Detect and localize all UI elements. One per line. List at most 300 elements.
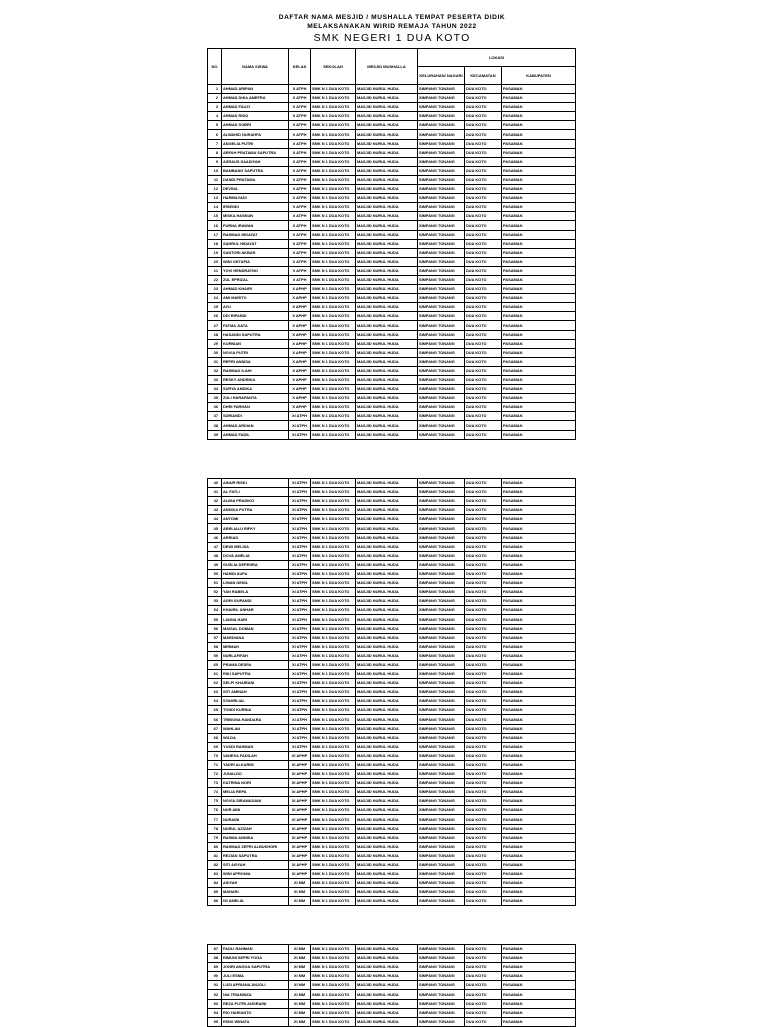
class-cell: XI APHP [289,842,311,851]
kecamatan-cell: DUA KOTO [465,760,502,769]
mosque-cell: MASJID NURUL HUDA [356,788,418,797]
kabupaten-cell: PASAMAN [502,860,576,869]
document-title-line2: MELAKSANAKAN WIRID REMAJA TAHUN 2022 [307,23,477,30]
mosque-cell: MASJID NURUL HUDA [356,257,418,266]
school-cell: SMK N 1 DUA KOTO [311,275,356,284]
class-cell: XI APHP [289,833,311,842]
mosque-cell: MASJID NURUL HUDA [356,166,418,175]
table-row [208,185,576,194]
student-name: ANTOMI [222,515,289,524]
student-name: HARMILYADI [222,194,289,203]
student-name: ALIMA PRADIKO [222,497,289,506]
student-name: AMI MARITO [222,294,289,303]
mosque-cell: MASJID NURUL HUDA [356,479,418,488]
kecamatan-cell: DUA KOTO [465,230,502,239]
school-cell: SMK N 1 DUA KOTO [311,94,356,103]
class-cell: X ATPH [289,166,311,175]
nagari-cell: SIMPANG TONANG [418,230,465,239]
school-cell: SMK N 1 DUA KOTO [311,742,356,751]
class-cell: X ATPH [289,130,311,139]
class-cell: XI ATPH [289,679,311,688]
mosque-cell: MASJID NURUL HUDA [356,751,418,760]
school-cell: SMK N 1 DUA KOTO [311,339,356,348]
student-name: YAN RABELA [222,588,289,597]
student-name: JONRI ANGGA SAPUTRA [222,963,289,972]
school-cell: SMK N 1 DUA KOTO [311,166,356,175]
kecamatan-cell: DUA KOTO [465,312,502,321]
school-cell: SMK N 1 DUA KOTO [311,121,356,130]
school-cell: SMK N 1 DUA KOTO [311,797,356,806]
kecamatan-cell: DUA KOTO [465,357,502,366]
table-row [208,972,576,981]
table-row [208,842,576,851]
kecamatan-cell: DUA KOTO [465,239,502,248]
kecamatan-cell: DUA KOTO [465,285,502,294]
row-number: 66 [208,715,222,724]
row-number: 41 [208,488,222,497]
mosque-cell: MASJID NURUL HUDA [356,606,418,615]
class-cell: X APHP [289,385,311,394]
student-name: DEVINA [222,185,289,194]
kabupaten-cell: PASAMAN [502,130,576,139]
kabupaten-cell: PASAMAN [502,588,576,597]
table-row [208,669,576,678]
kabupaten-cell: PASAMAN [502,121,576,130]
kecamatan-cell: DUA KOTO [465,842,502,851]
table-row [208,633,576,642]
school-cell: SMK N 1 DUA KOTO [311,221,356,230]
kecamatan-cell: DUA KOTO [465,588,502,597]
table-row [208,597,576,606]
mosque-cell: MASJID NURUL HUDA [356,615,418,624]
nagari-cell: SIMPANG TONANG [418,479,465,488]
row-number: 46 [208,533,222,542]
student-name: AHMAD ARIPAN [222,85,289,94]
row-number: 15 [208,212,222,221]
mosque-cell: MASJID NURUL HUDA [356,357,418,366]
row-number: 21 [208,266,222,275]
mosque-cell: MASJID NURUL HUDA [356,403,418,412]
kabupaten-cell: PASAMAN [502,833,576,842]
table-row [208,888,576,897]
class-cell: X APHP [289,339,311,348]
student-name: VANESA FADILAH [222,751,289,760]
class-cell: XI MM [289,990,311,999]
table-row [208,94,576,103]
kabupaten-cell: PASAMAN [502,879,576,888]
mosque-cell: MASJID NURUL HUDA [356,103,418,112]
class-cell: XI MM [289,1017,311,1026]
mosque-cell: MASJID NURUL HUDA [356,842,418,851]
kabupaten-cell: PASAMAN [502,633,576,642]
kabupaten-cell: PASAMAN [502,642,576,651]
nagari-cell: SIMPANG TONANG [418,103,465,112]
class-cell: XI MM [289,954,311,963]
student-name: LIMAN DENIL [222,579,289,588]
mosque-cell: MASJID NURUL HUDA [356,824,418,833]
row-number: 13 [208,194,222,203]
kecamatan-cell: DUA KOTO [465,751,502,760]
kecamatan-cell: DUA KOTO [465,742,502,751]
nagari-cell: SIMPANG TONANG [418,139,465,148]
row-number: 90 [208,972,222,981]
row-number: 31 [208,357,222,366]
class-cell: X APHP [289,394,311,403]
table-row [208,239,576,248]
class-cell: X APHP [289,366,311,375]
kabupaten-cell: PASAMAN [502,157,576,166]
class-cell: XI ATPH [289,733,311,742]
student-name: SITI AMINAH [222,688,289,697]
student-name: SANTORI AKBAR [222,248,289,257]
mosque-cell: MASJID NURUL HUDA [356,806,418,815]
kabupaten-cell: PASAMAN [502,257,576,266]
nagari-cell: SIMPANG TONANG [418,303,465,312]
nagari-cell: SIMPANG TONANG [418,248,465,257]
kabupaten-cell: PASAMAN [502,330,576,339]
kecamatan-cell: DUA KOTO [465,851,502,860]
row-number: 95 [208,1017,222,1026]
row-number: 62 [208,679,222,688]
mosque-cell: MASJID NURUL HUDA [356,1017,418,1026]
table-row [208,139,576,148]
table-row [208,157,576,166]
mosque-cell: MASJID NURUL HUDA [356,669,418,678]
mosque-cell: MASJID NURUL HUDA [356,221,418,230]
row-number: 75 [208,797,222,806]
class-cell: X APHP [289,376,311,385]
kabupaten-cell: PASAMAN [502,806,576,815]
class-cell: XI APHP [289,751,311,760]
student-table-page2 [207,478,576,906]
kecamatan-cell: DUA KOTO [465,85,502,94]
row-number: 80 [208,842,222,851]
table-row [208,339,576,348]
nagari-cell: SIMPANG TONANG [418,870,465,879]
class-cell: XI ATPH [289,412,311,421]
row-number: 89 [208,963,222,972]
nagari-cell: SIMPANG TONANG [418,824,465,833]
table-row [208,203,576,212]
nagari-cell: SIMPANG TONANG [418,1017,465,1026]
nagari-cell: SIMPANG TONANG [418,651,465,660]
kecamatan-cell: DUA KOTO [465,488,502,497]
student-name: MIRMAH [222,642,289,651]
row-number: 55 [208,615,222,624]
kabupaten-cell: PASAMAN [502,366,576,375]
student-name: YOVI HENDRATNO [222,266,289,275]
table-row [208,394,576,403]
student-name: ANGELIA PUTRI [222,139,289,148]
school-cell: SMK N 1 DUA KOTO [311,833,356,842]
class-cell: XI APHP [289,788,311,797]
document-title-line1: DAFTAR NAMA MESJID / MUSHALLA TEMPAT PESERTA DIDIK [278,14,506,21]
nagari-cell: SIMPANG TONANG [418,860,465,869]
table-row [208,112,576,121]
school-cell: SMK N 1 DUA KOTO [311,412,356,421]
nagari-cell: SIMPANG TONANG [418,348,465,357]
nagari-cell: SIMPANG TONANG [418,597,465,606]
school-cell: SMK N 1 DUA KOTO [311,524,356,533]
nagari-cell: SIMPANG TONANG [418,806,465,815]
kabupaten-cell: PASAMAN [502,515,576,524]
row-number: 16 [208,221,222,230]
nagari-cell: SIMPANG TONANG [418,972,465,981]
mosque-cell: MASJID NURUL HUDA [356,542,418,551]
nagari-cell: SIMPANG TONANG [418,551,465,560]
table-row [208,981,576,990]
student-name: ARFAH PRATAMA SAPUTRA [222,148,289,157]
student-name: RAHMA ANNISA [222,833,289,842]
row-number: 85 [208,888,222,897]
mosque-cell: MASJID NURUL HUDA [356,770,418,779]
class-cell: XI ATPH [289,488,311,497]
kecamatan-cell: DUA KOTO [465,669,502,678]
school-cell: SMK N 1 DUA KOTO [311,651,356,660]
table-row [208,166,576,175]
table-row [208,999,576,1008]
class-cell: X APHP [289,321,311,330]
mosque-cell: MASJID NURUL HUDA [356,239,418,248]
class-cell: XI ATPH [289,479,311,488]
row-number: 91 [208,981,222,990]
class-cell: XI ATPH [289,524,311,533]
class-cell: X ATPH [289,194,311,203]
school-cell: SMK N 1 DUA KOTO [311,303,356,312]
kecamatan-cell: DUA KOTO [465,294,502,303]
nagari-cell: SIMPANG TONANG [418,981,465,990]
mosque-cell: MASJID NURUL HUDA [356,679,418,688]
class-cell: XI ATPH [289,642,311,651]
class-cell: XI APHP [289,779,311,788]
kecamatan-cell: DUA KOTO [465,421,502,430]
kecamatan-cell: DUA KOTO [465,385,502,394]
table-row [208,688,576,697]
student-name: REZA PUTRI ANGRAINI [222,999,289,1008]
mosque-cell: MASJID NURUL HUDA [356,321,418,330]
mosque-cell: MASJID NURUL HUDA [356,130,418,139]
nagari-cell: SIMPANG TONANG [418,660,465,669]
class-cell: XI ATPH [289,742,311,751]
kecamatan-cell: DUA KOTO [465,321,502,330]
class-cell: XI ATPH [289,669,311,678]
row-number: 47 [208,542,222,551]
row-number: 34 [208,385,222,394]
school-cell: SMK N 1 DUA KOTO [311,606,356,615]
student-name: IRSENDI [222,203,289,212]
school-cell: SMK N 1 DUA KOTO [311,688,356,697]
kabupaten-cell: PASAMAN [502,733,576,742]
class-cell: XI ATPH [289,569,311,578]
mosque-cell: MASJID NURUL HUDA [356,715,418,724]
kecamatan-cell: DUA KOTO [465,706,502,715]
class-cell: XI ATPH [289,560,311,569]
class-cell: XI APHP [289,824,311,833]
student-table-page3 [207,944,576,1027]
student-name: ASIYAH [222,879,289,888]
student-name: HASANDI SAPUTRA [222,330,289,339]
student-name: REPRI ANNISA [222,357,289,366]
student-name: JULI ESMA [222,972,289,981]
kabupaten-cell: PASAMAN [502,385,576,394]
student-name: FATMA JIATA [222,321,289,330]
nagari-cell: SIMPANG TONANG [418,888,465,897]
header-kecamatan: KECAMATAN [465,67,502,85]
nagari-cell: SIMPANG TONANG [418,715,465,724]
kabupaten-cell: PASAMAN [502,651,576,660]
nagari-cell: SIMPANG TONANG [418,606,465,615]
mosque-cell: MASJID NURUL HUDA [356,148,418,157]
kabupaten-cell: PASAMAN [502,606,576,615]
nagari-cell: SIMPANG TONANG [418,779,465,788]
mosque-cell: MASJID NURUL HUDA [356,515,418,524]
school-heading: SMK NEGERI 1 DUA KOTO [313,32,471,44]
school-cell: SMK N 1 DUA KOTO [311,1008,356,1017]
row-number: 65 [208,706,222,715]
class-cell: X ATPH [289,275,311,284]
school-cell: SMK N 1 DUA KOTO [311,212,356,221]
row-number: 44 [208,515,222,524]
nagari-cell: SIMPANG TONANG [418,724,465,733]
school-cell: SMK N 1 DUA KOTO [311,348,356,357]
mosque-cell: MASJID NURUL HUDA [356,339,418,348]
class-cell: X APHP [289,357,311,366]
row-number: 52 [208,588,222,597]
table-row [208,824,576,833]
nagari-cell: SIMPANG TONANG [418,94,465,103]
mosque-cell: MASJID NURUL HUDA [356,376,418,385]
class-cell: XI MM [289,981,311,990]
row-number: 86 [208,897,222,906]
school-cell: SMK N 1 DUA KOTO [311,751,356,760]
school-cell: SMK N 1 DUA KOTO [311,945,356,954]
kabupaten-cell: PASAMAN [502,569,576,578]
row-number: 48 [208,551,222,560]
student-name: TONDI KURNIA [222,706,289,715]
class-cell: XI APHP [289,806,311,815]
table-row [208,879,576,888]
nagari-cell: SIMPANG TONANG [418,533,465,542]
school-cell: SMK N 1 DUA KOTO [311,157,356,166]
mosque-cell: MASJID NURUL HUDA [356,194,418,203]
row-number: 82 [208,860,222,869]
table-row [208,815,576,824]
kabupaten-cell: PASAMAN [502,990,576,999]
row-number: 26 [208,312,222,321]
school-cell: SMK N 1 DUA KOTO [311,815,356,824]
class-cell: XI APHP [289,797,311,806]
kecamatan-cell: DUA KOTO [465,990,502,999]
table-row [208,321,576,330]
kabupaten-cell: PASAMAN [502,1017,576,1026]
student-name: ALWAHID NURAHFA [222,130,289,139]
row-number: 11 [208,175,222,184]
table-row [208,285,576,294]
table-row [208,833,576,842]
nagari-cell: SIMPANG TONANG [418,430,465,439]
student-name: RIO HARIANTO [222,1008,289,1017]
row-number: 53 [208,597,222,606]
student-name: NOVIA PUTRI [222,348,289,357]
table-row [208,194,576,203]
kabupaten-cell: PASAMAN [502,945,576,954]
table-row [208,860,576,869]
mosque-cell: MASJID NURUL HUDA [356,860,418,869]
school-cell: SMK N 1 DUA KOTO [311,972,356,981]
mosque-cell: MASJID NURUL HUDA [356,588,418,597]
row-number: 9 [208,157,222,166]
kecamatan-cell: DUA KOTO [465,697,502,706]
student-name: DANDI PRATAMA [222,175,289,184]
student-name: MARDIANA [222,633,289,642]
school-cell: SMK N 1 DUA KOTO [311,633,356,642]
row-number: 56 [208,624,222,633]
table-row [208,551,576,560]
kecamatan-cell: DUA KOTO [465,506,502,515]
row-number: 5 [208,121,222,130]
nagari-cell: SIMPANG TONANG [418,266,465,275]
school-cell: SMK N 1 DUA KOTO [311,257,356,266]
student-name: YADRI ALKARIM [222,760,289,769]
row-number: 10 [208,166,222,175]
nagari-cell: SIMPANG TONANG [418,524,465,533]
kabupaten-cell: PASAMAN [502,688,576,697]
mosque-cell: MASJID NURUL HUDA [356,294,418,303]
student-name: RAHMAD ILAHI [222,366,289,375]
student-name: SYAHRLIAL [222,697,289,706]
school-cell: SMK N 1 DUA KOTO [311,770,356,779]
school-cell: SMK N 1 DUA KOTO [311,103,356,112]
mosque-cell: MASJID NURUL HUDA [356,990,418,999]
class-cell: XI ATPH [289,697,311,706]
kabupaten-cell: PASAMAN [502,870,576,879]
kabupaten-cell: PASAMAN [502,533,576,542]
school-cell: SMK N 1 DUA KOTO [311,85,356,94]
student-name: SDRIANDI [222,412,289,421]
student-name: DDI RIPANDI [222,312,289,321]
kabupaten-cell: PASAMAN [502,954,576,963]
kabupaten-cell: PASAMAN [502,497,576,506]
class-cell: X ATPH [289,148,311,157]
mosque-cell: MASJID NURUL HUDA [356,779,418,788]
kecamatan-cell: DUA KOTO [465,275,502,284]
class-cell: XI MM [289,897,311,906]
nagari-cell: SIMPANG TONANG [418,257,465,266]
kecamatan-cell: DUA KOTO [465,688,502,697]
nagari-cell: SIMPANG TONANG [418,166,465,175]
kecamatan-cell: DUA KOTO [465,175,502,184]
kecamatan-cell: DUA KOTO [465,366,502,375]
table-row [208,488,576,497]
class-cell: X APHP [289,303,311,312]
student-name: ASRAUS SAADIYAH [222,157,289,166]
row-number: 14 [208,203,222,212]
mosque-cell: MASJID NURUL HUDA [356,348,418,357]
kecamatan-cell: DUA KOTO [465,533,502,542]
kabupaten-cell: PASAMAN [502,724,576,733]
school-cell: SMK N 1 DUA KOTO [311,779,356,788]
student-name: SELPI KHAIRANI [222,679,289,688]
kabupaten-cell: PASAMAN [502,275,576,284]
nagari-cell: SIMPANG TONANG [418,488,465,497]
row-number: 88 [208,954,222,963]
school-cell: SMK N 1 DUA KOTO [311,569,356,578]
row-number: 73 [208,779,222,788]
row-number: 30 [208,348,222,357]
row-number: 4 [208,112,222,121]
nagari-cell: SIMPANG TONANG [418,954,465,963]
class-cell: XI ATPH [289,506,311,515]
